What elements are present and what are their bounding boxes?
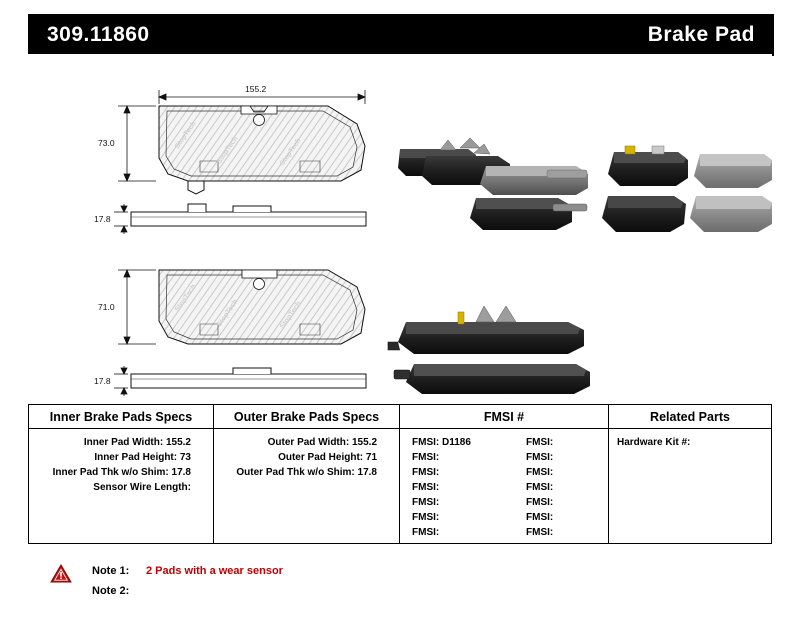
fmsi-left-item: FMSI: <box>412 482 440 493</box>
fmsi-title: FMSI # <box>400 405 608 429</box>
photo-pad-group-left <box>398 138 588 230</box>
part-number: 309.11860 <box>47 23 150 46</box>
photo-pad-group-right <box>602 146 772 232</box>
fmsi-left-item: FMSI: <box>412 527 440 538</box>
fmsi-left-item: FMSI: <box>412 452 440 463</box>
note-1-value: 2 Pads with a wear sensor <box>146 565 283 577</box>
outer-pad-line-drawing <box>159 270 365 344</box>
outer-pad-side-view <box>131 368 366 388</box>
fmsi-right-item: FMSI: <box>526 437 554 448</box>
fmsi-left-item: FMSI: <box>412 512 440 523</box>
inner-pad-thickness-row: Inner Pad Thk w/o Shim: 17.8 <box>52 467 191 478</box>
outer-pad-thickness-row: Outer Pad Thk w/o Shim: 17.8 <box>236 467 377 478</box>
outer-specs-title: Outer Brake Pads Specs <box>214 405 399 429</box>
product-diagram-area <box>28 54 772 399</box>
fmsi-right-item: FMSI: <box>526 512 554 523</box>
fmsi-right-item: FMSI: <box>526 467 554 478</box>
note-2-label: Note 2: <box>92 585 130 597</box>
fmsi-right-item: FMSI: <box>526 482 554 493</box>
fmsi-body <box>400 429 608 540</box>
warning-triangle-icon <box>50 564 72 583</box>
svg-text:StopTech: StopTech <box>215 298 240 329</box>
inner-specs-body <box>29 429 213 495</box>
fmsi-left-list <box>400 435 504 540</box>
header-bar <box>28 14 774 56</box>
related-parts-body <box>609 429 771 450</box>
inner-specs-column <box>29 405 214 543</box>
fmsi-column <box>400 405 609 543</box>
svg-text:StopTech: StopTech <box>173 283 198 314</box>
outer-pad-height-row: Outer Pad Height: 71 <box>278 452 377 463</box>
svg-text:StopTech: StopTech <box>278 137 303 168</box>
outer-pad-width-row: Outer Pad Width: 155.2 <box>267 437 377 448</box>
document-page <box>28 14 772 600</box>
svg-text:StopTech: StopTech <box>215 135 240 166</box>
fmsi-right-list <box>504 435 608 540</box>
outer-specs-column <box>214 405 400 543</box>
inner-pad-sensor-wire <box>188 181 204 194</box>
fmsi-right-item: FMSI: <box>526 497 554 508</box>
notes-section <box>28 554 772 600</box>
dim-label-inner-width: 155.2 <box>245 84 267 94</box>
outer-specs-body <box>214 429 399 480</box>
inner-pad-height-row: Inner Pad Height: 73 <box>94 452 191 463</box>
specifications-table <box>28 404 772 544</box>
inner-specs-title: Inner Brake Pads Specs <box>29 405 213 429</box>
fmsi-left-item: FMSI: <box>412 467 440 478</box>
svg-text:StopTech: StopTech <box>173 120 198 151</box>
inner-pad-line-drawing <box>159 106 365 181</box>
dim-label-inner-height: 73.0 <box>98 138 115 148</box>
note-1-label: Note 1: <box>92 565 130 577</box>
fmsi-left-item: FMSI: D1186 <box>412 437 471 448</box>
inner-pad-side-view <box>131 204 366 226</box>
related-parts-column <box>609 405 771 543</box>
brake-pad-illustrations <box>28 54 772 399</box>
dim-label-outer-height: 71.0 <box>98 302 115 312</box>
related-parts-title: Related Parts <box>609 405 771 429</box>
sensor-wire-length-row: Sensor Wire Length: <box>93 482 191 493</box>
inner-pad-width-row: Inner Pad Width: 155.2 <box>83 437 191 448</box>
dim-label-inner-thickness: 17.8 <box>94 214 111 224</box>
photo-pad-group-lower <box>388 306 590 394</box>
hardware-kit-row: Hardware Kit #: <box>617 437 691 448</box>
fmsi-left-item: FMSI: <box>412 497 440 508</box>
fmsi-right-item: FMSI: <box>526 527 554 538</box>
document-type-title: Brake Pad <box>647 23 755 46</box>
fmsi-right-item: FMSI: <box>526 452 554 463</box>
dim-label-outer-thickness: 17.8 <box>94 376 111 386</box>
svg-text:StopTech: StopTech <box>278 300 303 331</box>
